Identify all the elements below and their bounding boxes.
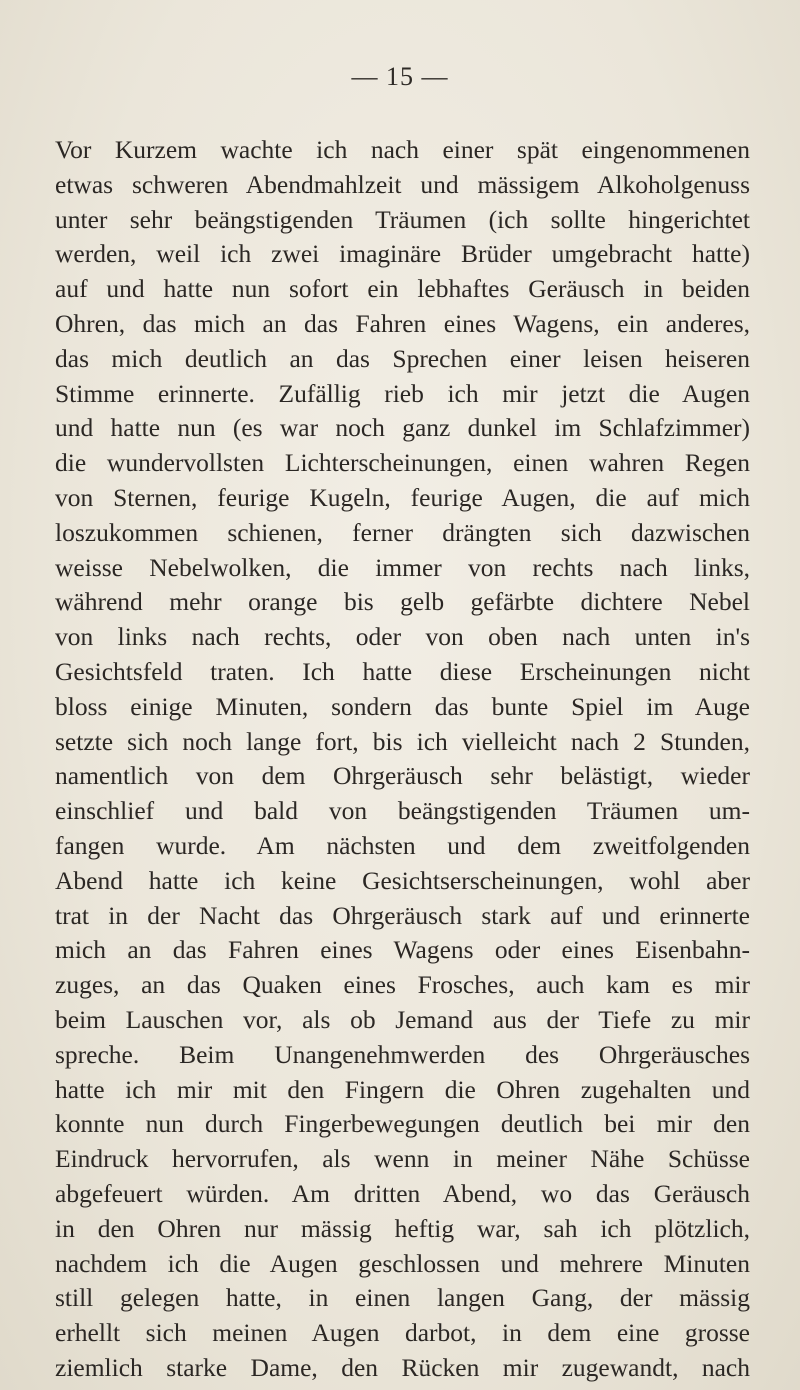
text-line: bloss einige Minuten, sondern das bunte Spiel im Auge bbox=[55, 691, 750, 721]
text-line: werden, weil ich zwei imaginäre Brüder umgebracht hatte) bbox=[55, 239, 750, 269]
text-line: einschlief und bald von beängstigenden Träumen um- bbox=[55, 796, 750, 826]
text-line: still gelegen hatte, in einen langen Gang, der mässig bbox=[55, 1283, 750, 1313]
text-line: von links nach rechts, oder von oben nach unten in's bbox=[55, 622, 750, 652]
text-line: abgefeuert würden. Am dritten Abend, wo das Geräusch bbox=[55, 1178, 750, 1208]
text-line: nachdem ich die Augen geschlossen und mehrere Minuten bbox=[55, 1248, 750, 1278]
body-text bbox=[55, 133, 750, 1386]
text-line: erhellt sich meinen Augen darbot, in dem eine grosse bbox=[55, 1318, 750, 1348]
text-line: loszukommen schienen, ferner drängten sich dazwischen bbox=[55, 517, 750, 547]
page-number: — 15 — bbox=[351, 62, 449, 91]
text-line: Abend hatte ich keine Gesichtserscheinungen, wohl aber bbox=[55, 865, 750, 895]
text-line: von Sternen, feurige Kugeln, feurige Augen, die auf mich bbox=[55, 482, 750, 512]
text-line: während mehr orange bis gelb gefärbte dichtere Nebel bbox=[55, 587, 750, 617]
text-line: beim Lauschen vor, als ob Jemand aus der Tiefe zu mir bbox=[55, 1004, 750, 1034]
text-line: auf und hatte nun sofort ein lebhaftes Geräusch in beiden bbox=[55, 274, 750, 304]
text-line: spreche. Beim Unangenehmwerden des Ohrgeräusches bbox=[55, 1039, 750, 1069]
text-line: das mich deutlich an das Sprechen einer leisen heiseren bbox=[55, 343, 750, 373]
text-line: ziemlich starke Dame, den Rücken mir zugewandt, nach bbox=[55, 1352, 750, 1382]
text-line: Ohren, das mich an das Fahren eines Wagens, ein anderes, bbox=[55, 308, 750, 338]
text-line: die wundervollsten Lichterscheinungen, einen wahren Regen bbox=[55, 448, 750, 478]
text-line: namentlich von dem Ohrgeräusch sehr belästigt, wieder bbox=[55, 761, 750, 791]
text-line: und hatte nun (es war noch ganz dunkel im Schlafzimmer) bbox=[55, 413, 750, 443]
text-line: konnte nun durch Fingerbewegungen deutlich bei mir den bbox=[55, 1109, 750, 1139]
text-line: weisse Nebelwolken, die immer von rechts nach links, bbox=[55, 552, 750, 582]
text-line: hatte ich mir mit den Fingern die Ohren zugehalten und bbox=[55, 1074, 750, 1104]
text-line: zuges, an das Quaken eines Frosches, auch kam es mir bbox=[55, 970, 750, 1000]
text-line: Eindruck hervorrufen, als wenn in meiner Nähe Schüsse bbox=[55, 1144, 750, 1174]
text-line: Vor Kurzem wachte ich nach einer spät eingenommenen bbox=[55, 135, 750, 164]
text-line: mich an das Fahren eines Wagens oder eines Eisenbahn- bbox=[55, 935, 750, 965]
text-line: Gesichtsfeld traten. Ich hatte diese Erscheinungen nicht bbox=[55, 656, 750, 686]
text-line: setzte sich noch lange fort, bis ich vielleicht nach 2 Stunden, bbox=[55, 726, 750, 756]
text-line: in den Ohren nur mässig heftig war, sah ich plötzlich, bbox=[55, 1213, 750, 1243]
text-line: trat in der Nacht das Ohrgeräusch stark auf und erinnerte bbox=[55, 900, 750, 930]
text-line: fangen wurde. Am nächsten und dem zweitfolgenden bbox=[55, 830, 750, 860]
text-line: unter sehr beängstigenden Träumen (ich sollte hingerichtet bbox=[55, 204, 750, 234]
text-line: etwas schweren Abendmahlzeit und mässigem Alkoholgenuss bbox=[55, 169, 750, 199]
text-line: Stimme erinnerte. Zufällig rieb ich mir jetzt die Augen bbox=[55, 378, 750, 408]
